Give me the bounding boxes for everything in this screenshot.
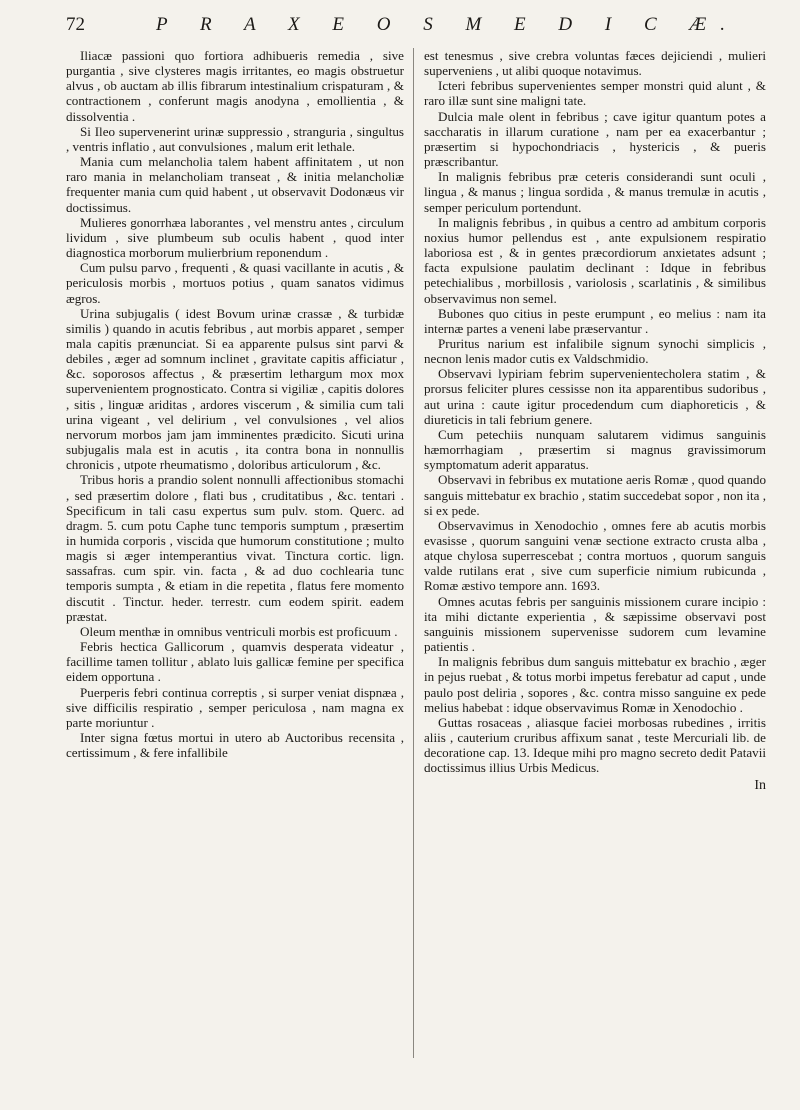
- paragraph: Pruritus narium est infalibile signum synochi simplicis , necnon lenis mador cutis ex Valdschmidio.: [424, 335, 766, 367]
- paragraph: In malignis febribus , in quibus a centro ad ambitum corporis noxius humor pellendus est , ante expulsionem respiratio laboriosa est , & in gentes præcordiorum anxietates adsunt ; facta expulsione paulatim declinant : Idque in febribus petechialibus , morbillosis , variolosis , scarlatinis , & similibus observavimus non semel.: [424, 214, 766, 306]
- paragraph: Observavi in febribus ex mutatione aeris Romæ , quod quando sanguis mittebatur ex brachio , statim succedebat sopor , non ita , si ex pede.: [424, 472, 767, 518]
- text-columns: [66, 48, 774, 1098]
- paragraph: est tenesmus , sive crebra voluntas fæces dejiciendi , mulieri superveniens , ut alibi quoque notavimus.: [424, 48, 766, 79]
- paragraph: Febris hectica Gallicorum , quamvis desperata videatur , facillime tamen tollitur , ablato luis gallicæ femine per specifica eidem opportuna .: [66, 639, 404, 685]
- page-number: 72: [66, 14, 85, 35]
- catchword: In: [754, 777, 766, 793]
- paragraph: Oleum menthæ in omnibus ventriculi morbis est proficuum .: [80, 623, 398, 639]
- paragraph: In malignis febribus dum sanguis mittebatur ex brachio , æger in pejus ruebat , & totus morbi impetus ferebatur ad caput , unde paulo post deliria , sopores , &c. contra misso sanguine ex pede melius habebat : idque observavimus Romæ in Xenodochio .: [424, 654, 766, 715]
- column-divider: [413, 48, 414, 1058]
- paragraph: Iliacæ passioni quo fortiora adhibueris remedia , sive purgantia , sive clysteres magis irritantes, eo magis obstruetur alvus , ob auctam ab illis fibrarum intestinalium crispaturam , & contractionem , conferunt magis anodyna , emollientia , & dissolventia .: [66, 48, 404, 124]
- paragraph: Guttas rosaceas , aliasque faciei morbosas rubedines , irritis aliis , cauterium cruribus affixum sanat , teste Mercuriali lib. de decoratione cap. 13. Ideque mihi pro magno secreto dedit Patavii doctissimus illius Urbis Medicus.: [424, 714, 766, 776]
- paragraph: Bubones quo citius in peste erumpunt , eo melius : nam ita internæ partes a veneni labe præservantur .: [424, 305, 766, 336]
- paragraph: Tribus horis a prandio solent nonnulli affectionibus stomachi , sed præsertim dolore , flati bus , cruditatibus , &c. tentari . Specificum in tali casu expertus sum pulv. stom. Querc. ad dragm. 5. cum potu Caphe tunc temporis sumptum , præsertim in humida corporis , viscida que humorum constitutione ; multo magis si æger intemperantius vivat. Tinctura cortic. lign. sassafras. cum spir. vin. facta , & ad duo cochlearia tunc temporis sumpta , & etiam in die repetita , flatus fere momento discutit . Tinctur. heder. terrestr. cum eodem spirit. eadem præstat.: [66, 472, 404, 624]
- paragraph: Observavimus in Xenodochio , omnes fere ab acutis morbis evasisse , quorum sanguini venæ sectione extracto crusta alba , atque chylosa superrescebat ; contra mortuos , quorum sanguis valde rutilans erat , sive cum superficie nimium rubicunda , Romæ æstivo tempore ann. 1693.: [424, 517, 766, 594]
- paragraph: Icteri febribus supervenientes semper monstri quid alunt , & raro illæ sunt sine maligni tate.: [424, 78, 766, 109]
- paragraph: In malignis febribus præ ceteris considerandi sunt oculi , lingua , & manus ; lingua sordida , & manus tremulæ in acutis , semper periculum portendunt.: [424, 169, 766, 215]
- left-column: [66, 48, 404, 760]
- paragraph: Cum pulsu parvo , frequenti , & quasi vacillante in acutis , & periculosis morbis , mortuos potius , quam sanatos vidimus ægros.: [66, 260, 404, 306]
- paragraph: Puerperis febri continua correptis , si surper veniat dispnæa , sive difficilis respiratio , semper periculosa , nam magna ex parte moriuntur .: [66, 684, 404, 730]
- paragraph: Dulcia male olent in febribus ; cave igitur quantum potes a saccharatis in illarum curatione , nam per ea exacerbantur ; præsertim si hypochondriacis , hystericis , & pueris præscribantur.: [424, 108, 766, 170]
- paragraph: Cum petechiis nunquam salutarem vidimus sanguinis hæmorrhagiam , præsertim si magnus gravissimorum symptomatum aderit apparatus.: [424, 426, 766, 473]
- right-column: [424, 48, 766, 793]
- paragraph: Urina subjugalis ( idest Bovum urinæ crassæ , & turbidæ similis ) quando in acutis febribus , aut morbis apparet , semper mala capitis prænunciat. Si ea apparente pulsus sint parvi & debiles , æger ad somnum inclinet , gravitate capitis afficiatur , &c. soporosos affectus , & præsertim lethargum mox mox supervenientem prognosticato. Contra si vigiliæ , capitis dolores , sitis , linguæ ariditas , ardores viscerum , & similia cum tali urina vigeant , vel delirium , vel convulsiones , vel alios nervorum morbos jam jam imminentes prædicito. Sicuti urina subjugalis mala est in acutis , ita contra bona in nonnullis chronicis , utpote rheumatismo , doloribus articulorum , &c.: [66, 305, 404, 473]
- paragraph: Mania cum melancholia talem habent affinitatem , ut non raro mania in melancholiam transeat , & initia melancholiæ frequenter mania cum quid habent , ut observavit Dodonæus vir doctissimus.: [66, 154, 404, 215]
- running-title: P R A X E O S M E D I C Æ.: [156, 14, 740, 35]
- paragraph: Inter signa fœtus mortui in utero ab Auctoribus recensita , certissimum , & fere infallibile: [66, 730, 404, 761]
- paragraph: Omnes acutas febris per sanguinis missionem curare incipio : ita mihi dictante experientia , & sæpissime observavi post sanguinis missionem supervenisse sudorem cum levamine patientis .: [424, 593, 766, 655]
- page-header: [66, 14, 772, 40]
- paragraph: Mulieres gonorrhæa laborantes , vel menstru antes , circulum lividum , sive plumbeum sub oculis habent , quod inter diagnostica morborum mulierbrium reponendum .: [66, 214, 404, 261]
- paragraph: Si Ileo supervenerint urinæ suppressio , stranguria , singultus , ventris inflatio , aut convulsiones , malum erit lethale.: [66, 123, 404, 154]
- paragraph: Observavi lypiriam febrim supervenientecholera statim , & prorsus feliciter plures cessisse non ita apparentibus sudoribus , aut urina : caute igitur procedendum cum diaphoreticis , & diureticis in tali febrium genere.: [424, 366, 766, 427]
